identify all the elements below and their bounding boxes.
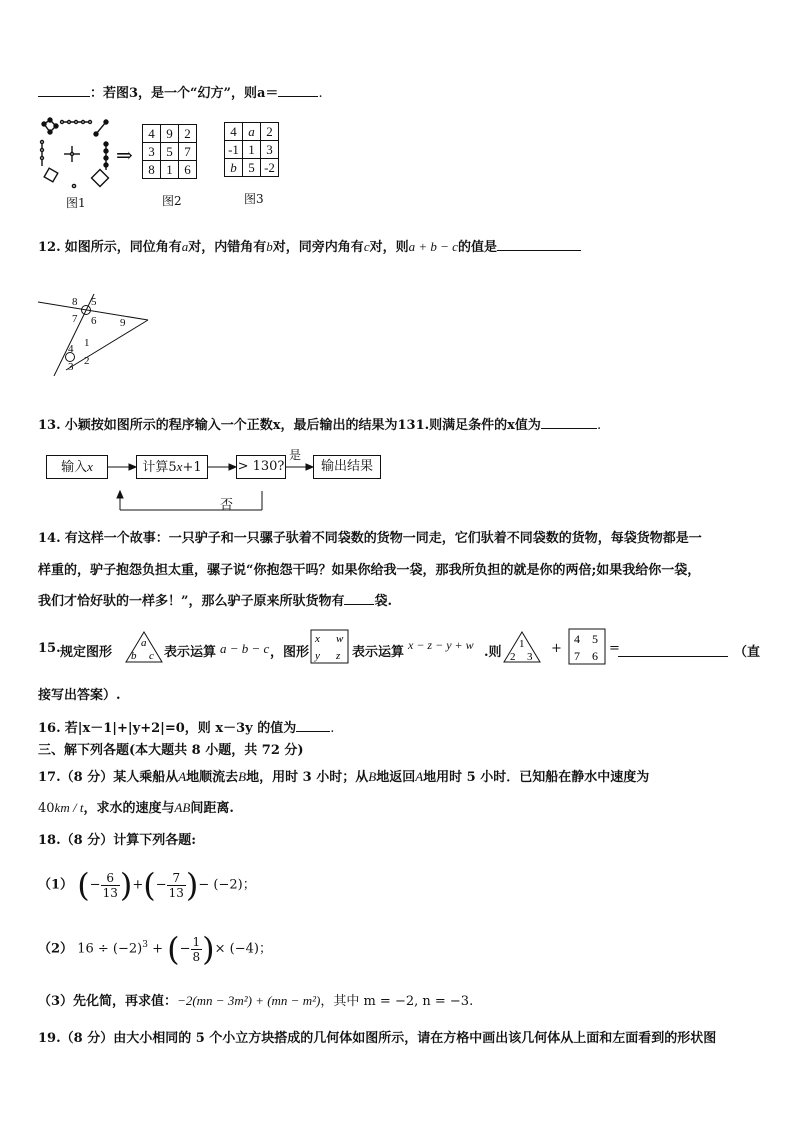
q11-tail: ：若图3，是一个“幻方”，则a＝ . [38,84,323,103]
angle-label: 1 [84,337,90,349]
grid-cell: 3 [143,143,161,161]
q18-part-3: （3）先化简，再求值：−2(mn − 3m²) + (mn − m²)，其中 m = −2, n = −3. [38,993,474,1009]
angle-label: 8 [72,296,78,308]
fraction: $\frac{7}{13}$ [168,870,184,900]
question-17-line-1: 17.（8 分）某人乘船从A地顺流去B地，用时 3 小时；从B地返回A地用时 5 小时．已知船在静水中速度为 [38,769,650,785]
grid-row [225,141,279,159]
grid-cell: a [243,123,261,141]
question-14-line-1: 14. 有这样一个故事：一只驴子和一只骡子驮着不同袋数的货物一同走，它们驮着不同袋数的货物，每袋货物都是一 [38,531,702,546]
symbol-label: w [336,633,344,645]
compare-box: > 130? [236,455,286,479]
symbol-label: y [315,650,320,662]
grid-cell: 7 [179,143,197,161]
question-14-line-2: 样重的，驴子抱怨负担太重，骡子说“你抱怨干吗？如果你给我一袋，那我所负担的就是你的两倍;如果我给你一袋， [38,563,701,578]
question-15-line-2: 接写出答案）. [38,688,121,703]
grid-row [225,123,279,141]
answer-blank [618,644,728,657]
symbol-label: 2 [510,651,516,663]
angle-label: 3 [68,361,74,373]
fig1-caption: 图1 [66,196,86,210]
fraction: $\frac{6}{13}$ [102,870,118,900]
yes-label: 是 [289,448,302,462]
angle-label: 2 [84,355,90,367]
angles-figure [36,290,156,376]
grid-cell: 2 [261,123,279,141]
figure-3 [224,122,279,206]
question-15: 15. 规定图形 a b c 表示运算 a − b − c ，图形 x w y z 表示运算 x − z − y + w .则 1 2 3 + 4 5 7 6 = （直 [38,630,758,670]
fraction: $\frac{1}{8}$ [192,934,201,964]
flow-arrows [0,450,400,520]
grid-cell: 8 [143,161,161,179]
section-3-heading: 三、解下列各题(本大题共 8 小题，共 72 分) [38,743,304,758]
answer-blank [38,84,90,97]
symbol-label: 7 [574,649,580,663]
grid-cell: 1 [243,141,261,159]
grid-cell: 2 [179,125,197,143]
answer-blank [344,592,374,605]
square-with-numbers [568,628,608,666]
square-symbol [310,629,350,665]
symbol-label: 1 [519,638,525,650]
magic-square-grid [142,124,197,179]
symbol-label: 6 [592,649,598,663]
grid-cell: 4 [143,125,161,143]
grid-cell: b [225,159,243,177]
angle-label: 7 [72,313,78,325]
symbol-label: 4 [574,632,580,646]
symbol-label: x [315,633,320,645]
grid-cell: 5 [161,143,179,161]
grid-cell: -1 [225,141,243,159]
symbol-label: 5 [592,632,598,646]
fig2-caption: 图2 [162,194,182,208]
input-box: 输入x [46,455,108,479]
fig3-caption: 图3 [244,192,264,206]
figure-2 [142,124,197,208]
question-13: 13. 小颖按如图所示的程序输入一个正数x，最后输出的结果为131.则满足条件的x值为 . [38,418,602,433]
compute-box: 计算5x+1 [136,455,208,479]
grid-row [143,161,197,179]
answer-blank [497,238,581,251]
grid-row [143,125,197,143]
lo-shu-diagram [36,116,114,194]
symbol-label: 3 [527,651,533,663]
output-box: 输出结果 [313,455,381,479]
angle-label: 9 [120,317,126,329]
answer-blank [541,416,597,429]
question-12: 12. 如图所示，同位角有a对，内错角有b对，同旁内角有c对，则a + b − c的值是 [38,238,581,257]
symbol-label: c [149,650,154,662]
transversal-lines [36,290,156,376]
symbol-label: z [336,650,341,662]
magic-square-unknown-grid [224,122,279,177]
grid-cell: 4 [225,123,243,141]
q18-part-2: （2） $16 \div (-2)^3$ + (− $\frac{1}{8}$ )× (−4)； [38,930,272,968]
grid-cell: 3 [261,141,279,159]
triangle-symbol [124,630,164,664]
question-18: 18.（8 分）计算下列各题: [38,833,196,848]
answer-blank [296,719,330,732]
angle-label: 4 [68,343,74,355]
arrow-icon: ⇒ [116,143,133,167]
grid-cell: 1 [161,161,179,179]
grid-cell: 9 [161,125,179,143]
no-label: 否 [220,498,234,513]
symbol-label: b [131,650,137,662]
symbol-label: a [141,637,147,649]
grid-row [225,159,279,177]
grid-cell: 6 [179,161,197,179]
question-19: 19.（8 分）由大小相同的 5 个小立方块搭成的几何体如图所示，请在方格中画出该几何体从上面和左面看到的形状图 [38,1031,717,1046]
grid-cell: -2 [261,159,279,177]
question-14-line-3: 我们才恰好驮的一样多！”，那么驴子原来所驮货物有 袋. [38,594,393,609]
q18-part-1: （1） (− $\frac{6}{13}$ )+(− $\frac{7}{13}$ )− (−2)； [38,866,256,904]
angle-label: 6 [91,315,97,327]
triangle-with-numbers [502,630,542,664]
angle-label: 5 [91,296,97,308]
figure-1 [36,116,114,208]
question-16: 16. 若|x－1|+|y+2|=0，则 x－3y 的值为 . [38,721,335,736]
answer-blank [278,84,318,97]
grid-row [143,143,197,161]
grid-cell: 5 [243,159,261,177]
question-17-line-2: 40km / t，求水的速度与AB间距离. [38,800,234,816]
